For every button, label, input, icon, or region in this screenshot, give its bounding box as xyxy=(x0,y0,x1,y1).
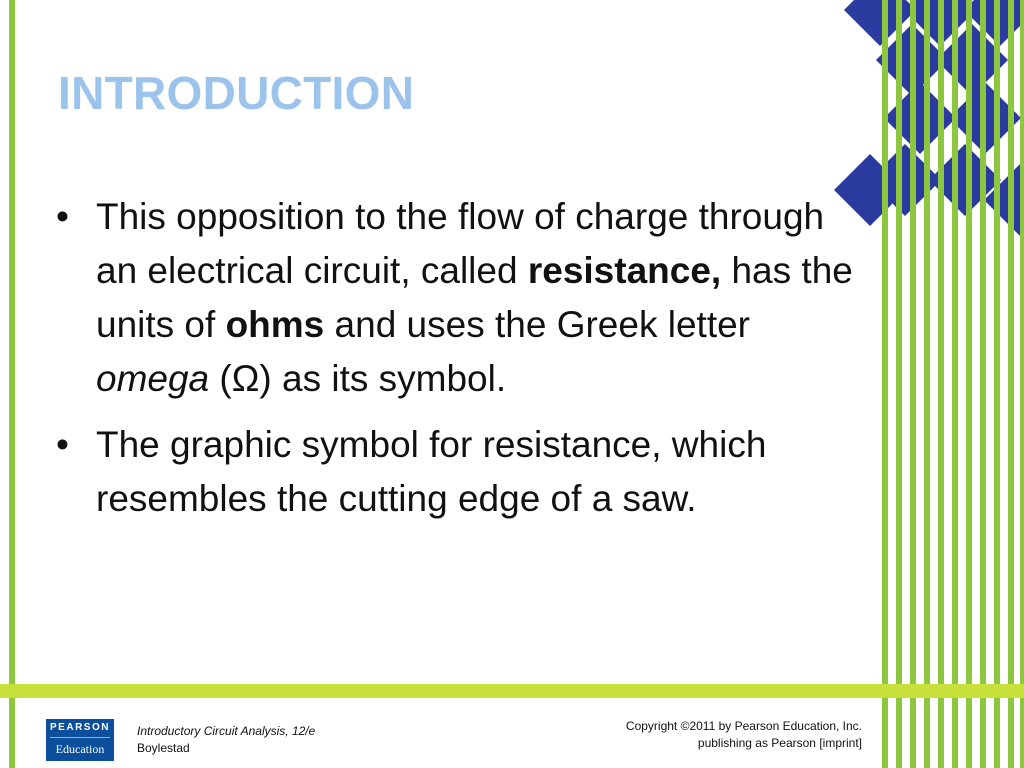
copyright-line-2: publishing as Pearson [imprint] xyxy=(697,736,862,750)
vertical-green-stripe xyxy=(924,0,930,768)
pearson-education-logo xyxy=(46,719,114,761)
book-author: Boylestad xyxy=(137,741,190,755)
bullet-dot: • xyxy=(56,424,69,465)
slide-title: INTRODUCTION xyxy=(58,67,415,119)
bullet-item-2 xyxy=(56,418,868,526)
diamond-shape xyxy=(884,82,956,154)
vertical-green-stripe xyxy=(966,0,972,768)
footer-band xyxy=(0,684,1024,698)
vertical-green-stripe xyxy=(1020,0,1024,768)
logo-text-bottom: Education xyxy=(55,742,105,756)
text-run: This opposition to the flow of charge through an electrical circuit, called xyxy=(96,196,825,291)
bullet-text: The graphic symbol for resistance, which resembles the cutting edge of a saw. xyxy=(96,424,767,519)
book-citation xyxy=(137,723,315,757)
logo-divider xyxy=(50,737,110,738)
term-ohms: ohms xyxy=(225,304,325,345)
copyright-line-1: Copyright ©2011 by Pearson Education, Inc. xyxy=(625,719,862,733)
text-run: (Ω) as its symbol. xyxy=(209,358,507,399)
text-run: and uses the Greek letter xyxy=(324,304,751,345)
book-title: Introductory Circuit Analysis, 12/e xyxy=(137,724,316,738)
term-omega: omega xyxy=(96,358,210,399)
vertical-green-stripe xyxy=(896,0,902,768)
text-run: has the units of xyxy=(96,250,853,345)
vertical-green-stripe xyxy=(994,0,1000,768)
vertical-green-stripe xyxy=(980,0,986,768)
logo-text-top: PEARSON xyxy=(50,722,110,733)
copyright-notice xyxy=(626,718,862,752)
vertical-green-stripe xyxy=(938,0,944,768)
bullet-item-1 xyxy=(56,190,868,406)
bullet-text xyxy=(96,196,853,399)
vertical-green-stripe xyxy=(1008,0,1014,768)
bullet-list xyxy=(56,190,868,538)
vertical-green-stripe xyxy=(952,0,958,768)
vertical-green-stripe xyxy=(910,0,916,768)
vertical-green-stripe xyxy=(882,0,888,768)
term-resistance: resistance, xyxy=(527,250,722,291)
bullet-dot: • xyxy=(56,196,69,237)
